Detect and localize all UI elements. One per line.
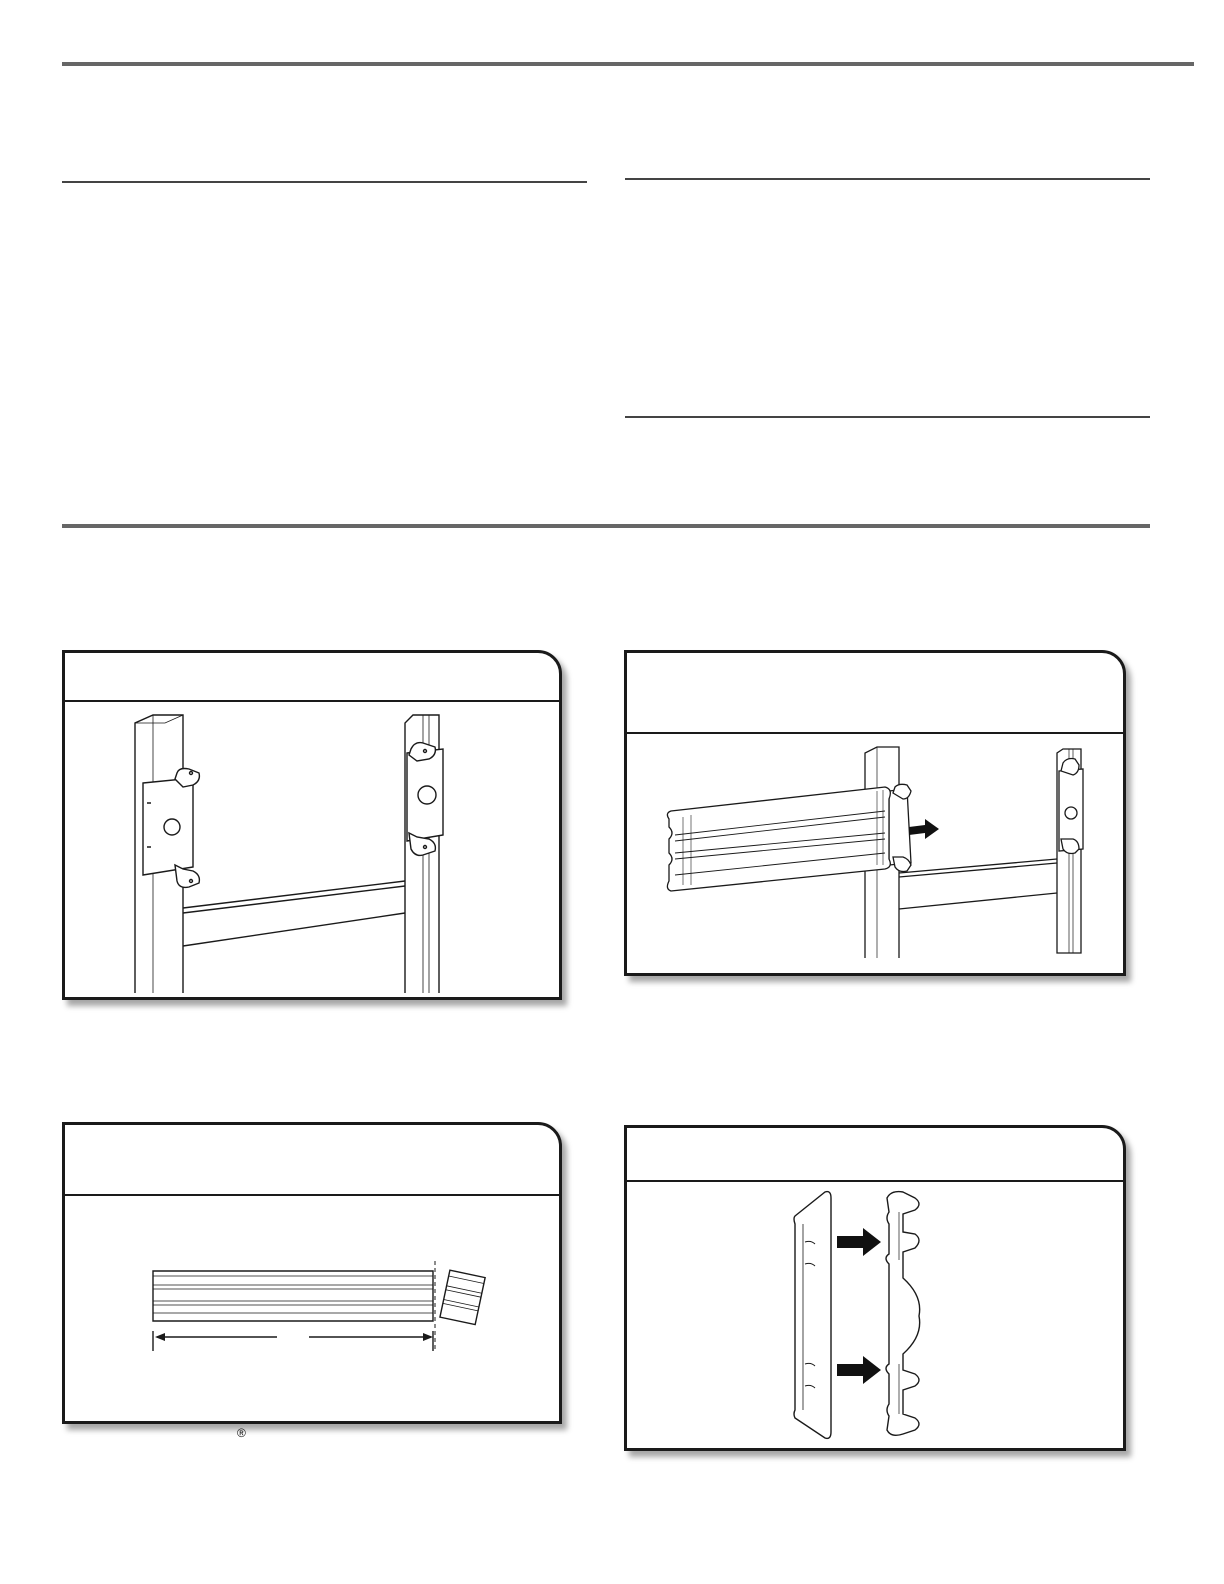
section-rule-top-right-a <box>625 178 1150 180</box>
section-rule-top-left <box>62 181 587 183</box>
figure-4-panel <box>624 1125 1126 1451</box>
cut-off-piece <box>440 1270 485 1324</box>
top-rule <box>62 62 1194 66</box>
section-rule-top-right-b <box>625 416 1150 418</box>
registered-mark: ® <box>237 1426 246 1440</box>
trim-profile <box>886 1192 920 1436</box>
figure-4-drawing <box>627 1128 1123 1448</box>
dimension-left <box>153 1331 277 1351</box>
figure-2-drawing <box>627 653 1123 973</box>
trim-piece <box>667 787 890 891</box>
crossbar-2 <box>899 859 1057 909</box>
crossbar <box>183 881 405 946</box>
arrow-right-icon <box>837 1228 881 1256</box>
figure-1-panel <box>62 650 562 1000</box>
figure-3-panel <box>62 1122 562 1424</box>
arrow-right-icon <box>837 1356 881 1384</box>
figure-2-panel <box>624 650 1126 976</box>
trim-strip <box>153 1271 433 1321</box>
right-bracket <box>407 749 443 841</box>
install-rule <box>62 524 1150 528</box>
left-bracket <box>143 778 193 875</box>
arrow-right-icon <box>909 819 939 839</box>
figure-3-drawing <box>65 1125 559 1421</box>
clip-profile <box>794 1192 831 1439</box>
dimension-right <box>309 1331 433 1351</box>
figure-1-drawing <box>65 653 559 997</box>
